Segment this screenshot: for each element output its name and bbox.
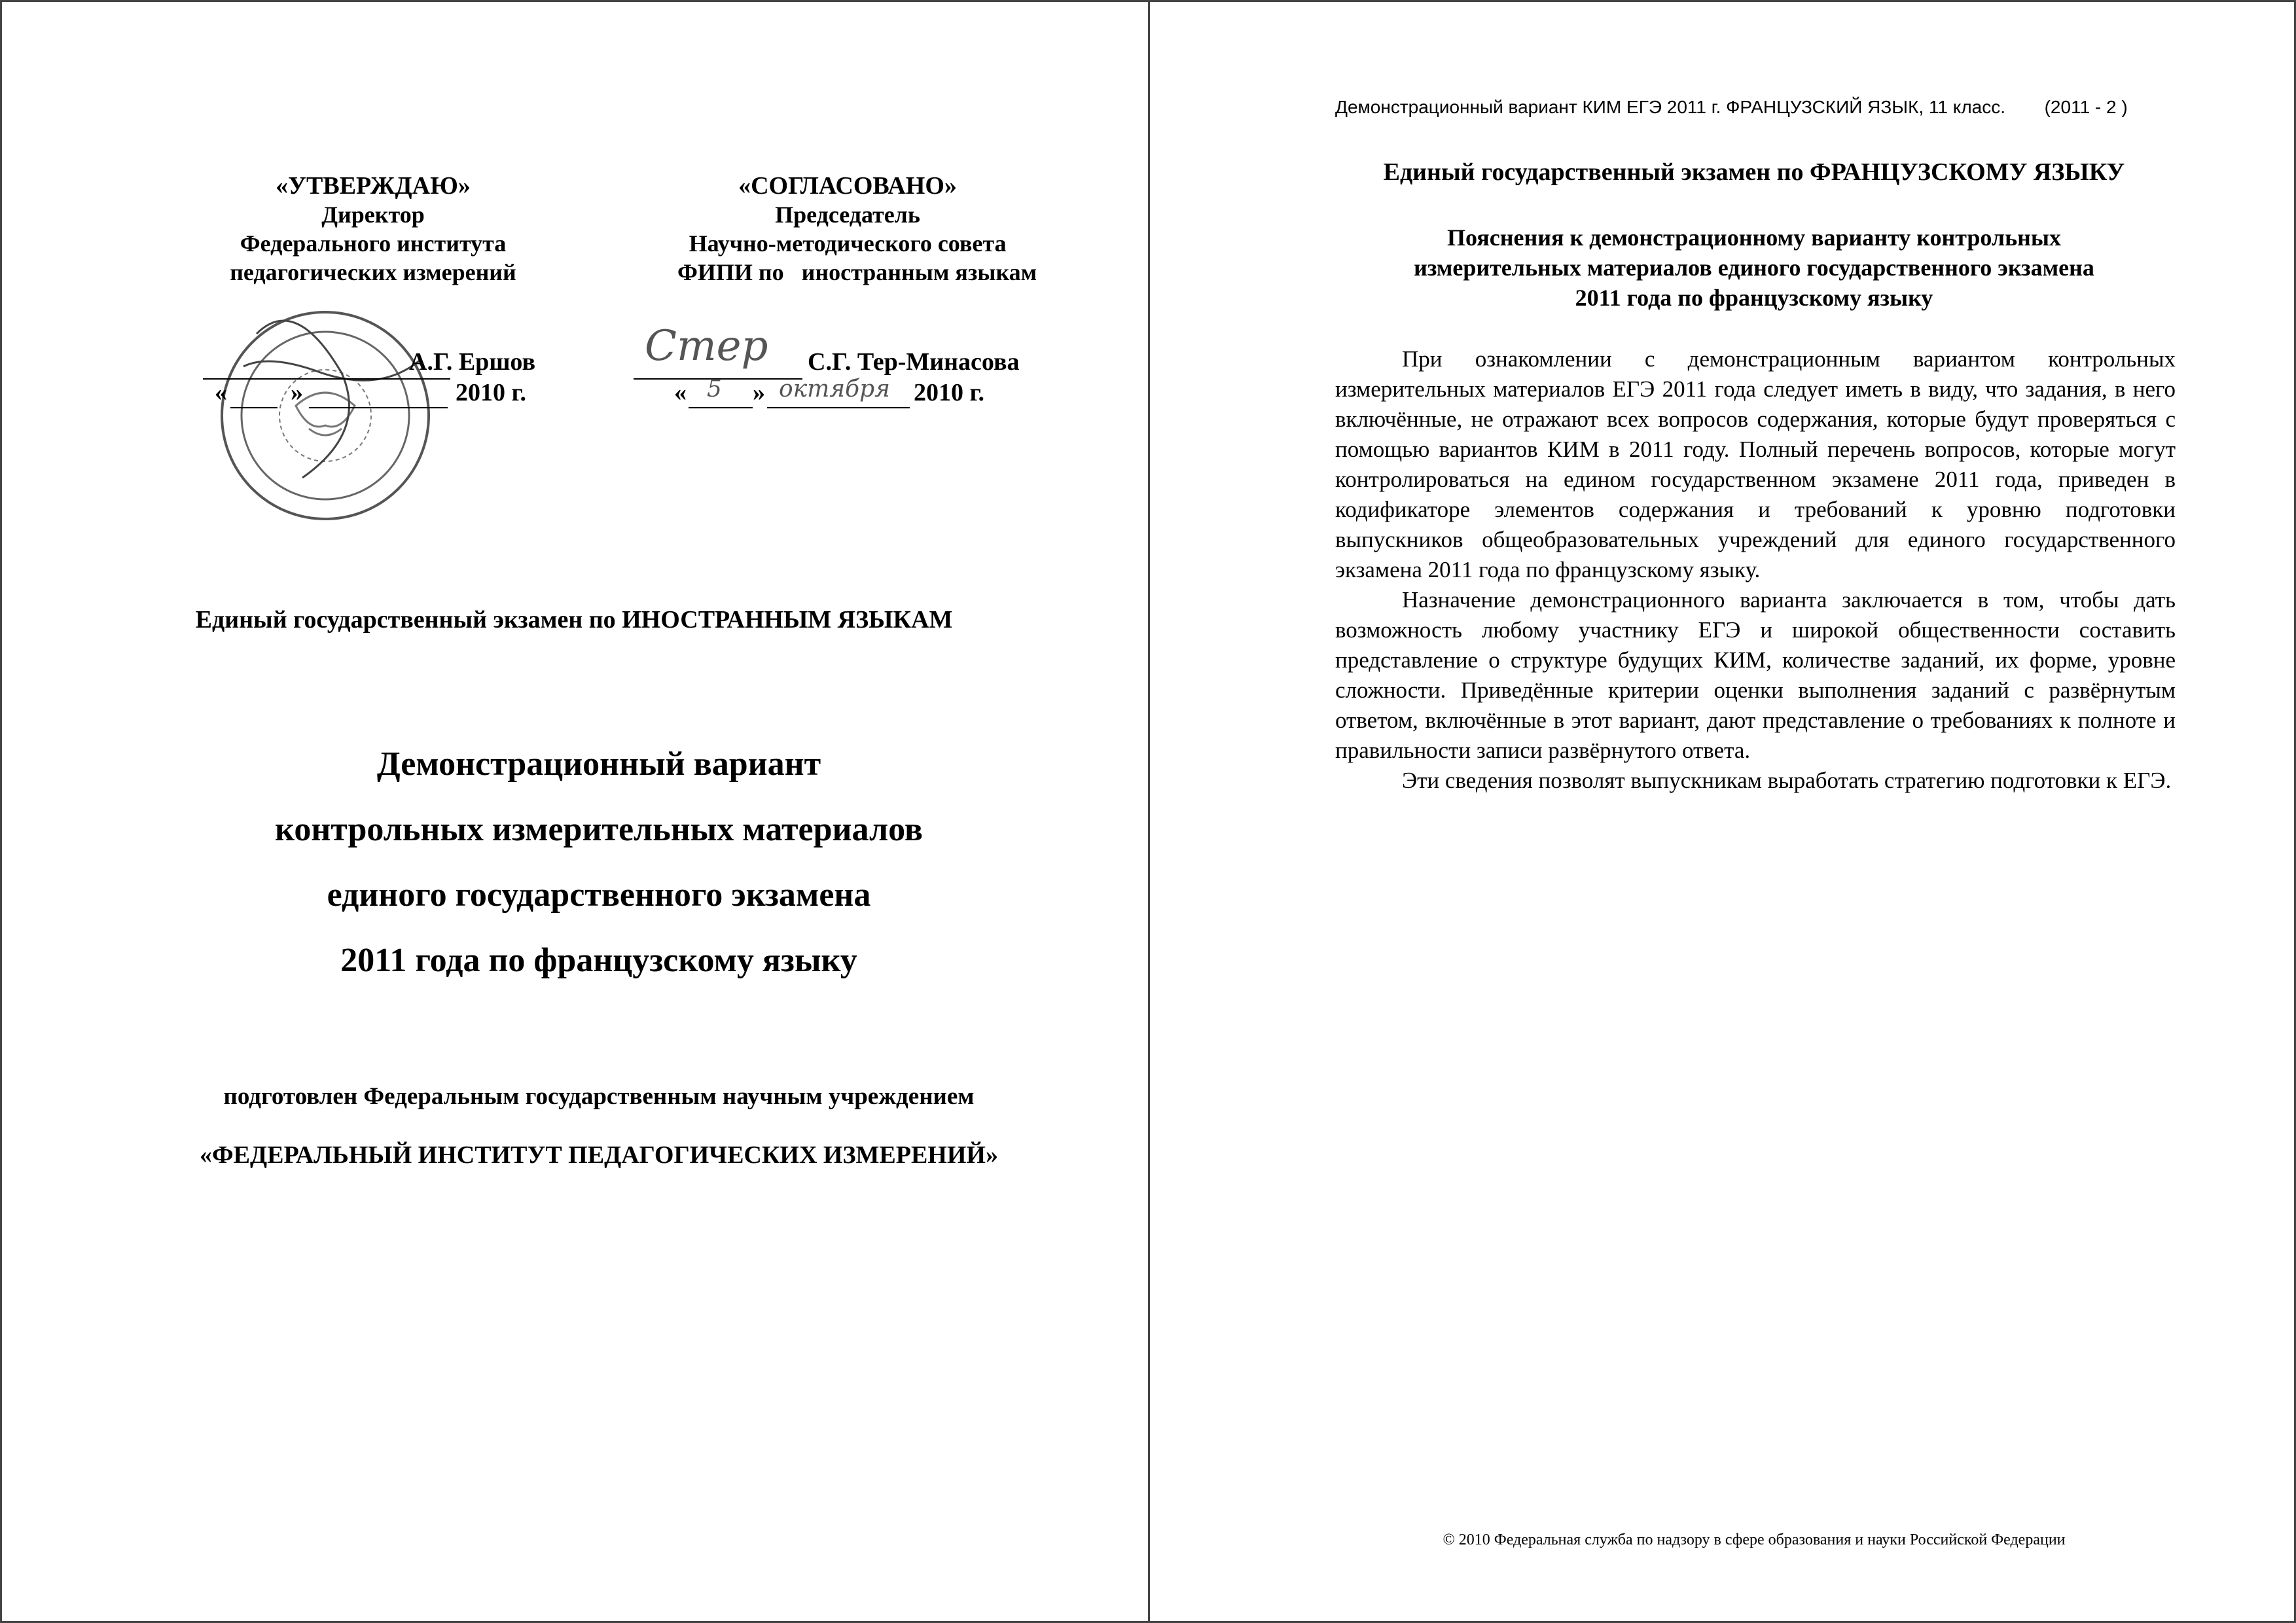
agree-line: Председатель — [775, 202, 920, 228]
explanation-title-line: Пояснения к демонстрационному варианту контрольных — [1446, 224, 2062, 251]
document-title — [0, 732, 1198, 993]
official-seal-stamp — [217, 308, 433, 524]
title-line: единого государственного экзамена — [327, 876, 871, 914]
approve-line: Федерального института — [240, 230, 507, 257]
agree-line: ФИПИ по иностранным языкам — [677, 259, 1037, 285]
approve-date-mid: » — [291, 379, 303, 406]
agree-date-month: октября — [779, 376, 890, 402]
approve-heading: «УТВЕРЖДАЮ» — [276, 172, 471, 200]
agree-handwritten-signature: Стер — [645, 322, 768, 370]
agree-date-open: « — [674, 379, 687, 406]
prepared-by-line: подготовлен Федеральным государственным научным учреждением — [223, 1083, 975, 1110]
institute-name: «ФЕДЕРАЛЬНЫЙ ИНСТИТУТ ПЕДАГОГИЧЕСКИХ ИЗМЕРЕНИЙ» — [200, 1141, 998, 1169]
agree-date-day: 5 — [707, 376, 722, 402]
running-head — [1335, 97, 2128, 118]
body-paragraph: Эти сведения позволят выпускникам выработать стратегию подготовки к ЕГЭ. — [1402, 768, 2172, 793]
title-line: 2011 года по французскому языку — [340, 942, 857, 979]
approve-date-month-line — [309, 407, 448, 408]
exam-subject-line: Единый государственный экзамен по ИНОСТРАННЫМ ЯЗЫКАМ — [195, 606, 953, 633]
approve-line: Директор — [321, 202, 425, 228]
approve-date-day-line — [230, 407, 278, 408]
explanation-title-line: 2011 года по французскому языку — [1575, 285, 1933, 311]
agree-date-month-line — [767, 407, 910, 408]
agree-date-year: 2010 г. — [914, 379, 984, 406]
agree-block — [677, 171, 1037, 287]
running-head-title: Демонстрационный вариант КИМ ЕГЭ 2011 г. ФРАНЦУЗСКИЙ ЯЗЫК, 11 класс. — [1335, 97, 2006, 117]
approve-block — [216, 171, 530, 287]
agree-date-mid: » — [753, 379, 765, 406]
agree-signatory: С.Г. Тер-Минасова — [808, 348, 1020, 376]
copyright-footer: © 2010 Федеральная служба по надзору в сфере образования и науки Российской Федерации — [1443, 1531, 2066, 1548]
explanation-title — [1302, 223, 2206, 313]
agree-line: Научно-методического совета — [689, 230, 1007, 257]
approve-signature-line — [203, 378, 450, 380]
agree-date-day-line — [689, 407, 753, 408]
body-paragraph: При ознакомлении с демонстрационным вариантом контрольных измерительных материалов ЕГЭ 2011 года следует иметь в виду, что задания, в него включённые, не отражают всех вопросов содержания, которые будут проверяться с помощью вариантов КИМ в 2011 году. Полный перечень вопросов, которые могут контролироваться на едином государственном экзамене 2011 года, приведен в кодификаторе элементов содержания и требований к уровню подготовки выпускников общеобразовательных учреждений для единого государственного экзамена 2011 года по французскому языку. — [1335, 346, 2176, 582]
approve-date-year: 2010 г. — [456, 379, 526, 406]
explanation-title-line: измерительных материалов единого государственного экзамена — [1414, 255, 2094, 281]
approve-line: педагогических измерений — [230, 259, 516, 285]
approve-signatory: А.Г. Ершов — [409, 348, 535, 376]
agree-heading: «СОГЛАСОВАНО» — [738, 172, 957, 200]
title-line: контрольных измерительных материалов — [275, 811, 923, 848]
title-line: Демонстрационный вариант — [376, 745, 821, 783]
page-code: (2011 - 2 ) — [2044, 97, 2128, 117]
exam-title: Единый государственный экзамен по ФРАНЦУЗСКОМУ ЯЗЫКУ — [1383, 158, 2125, 186]
explanation-body — [1335, 344, 2176, 796]
body-paragraph: Назначение демонстрационного варианта заключается в том, чтобы дать возможность любому участнику ЕГЭ и широкой общественности составить представление о структуре будущих КИМ, количестве заданий, их форме, уровне сложности. Приведённые критерии оценки выполнения заданий с развёрнутым ответом, включённые в этот вариант, дают представление о требованиях к полноте и правильности записи развёрнутого ответа. — [1335, 587, 2176, 763]
approve-date-open: « — [215, 379, 227, 406]
